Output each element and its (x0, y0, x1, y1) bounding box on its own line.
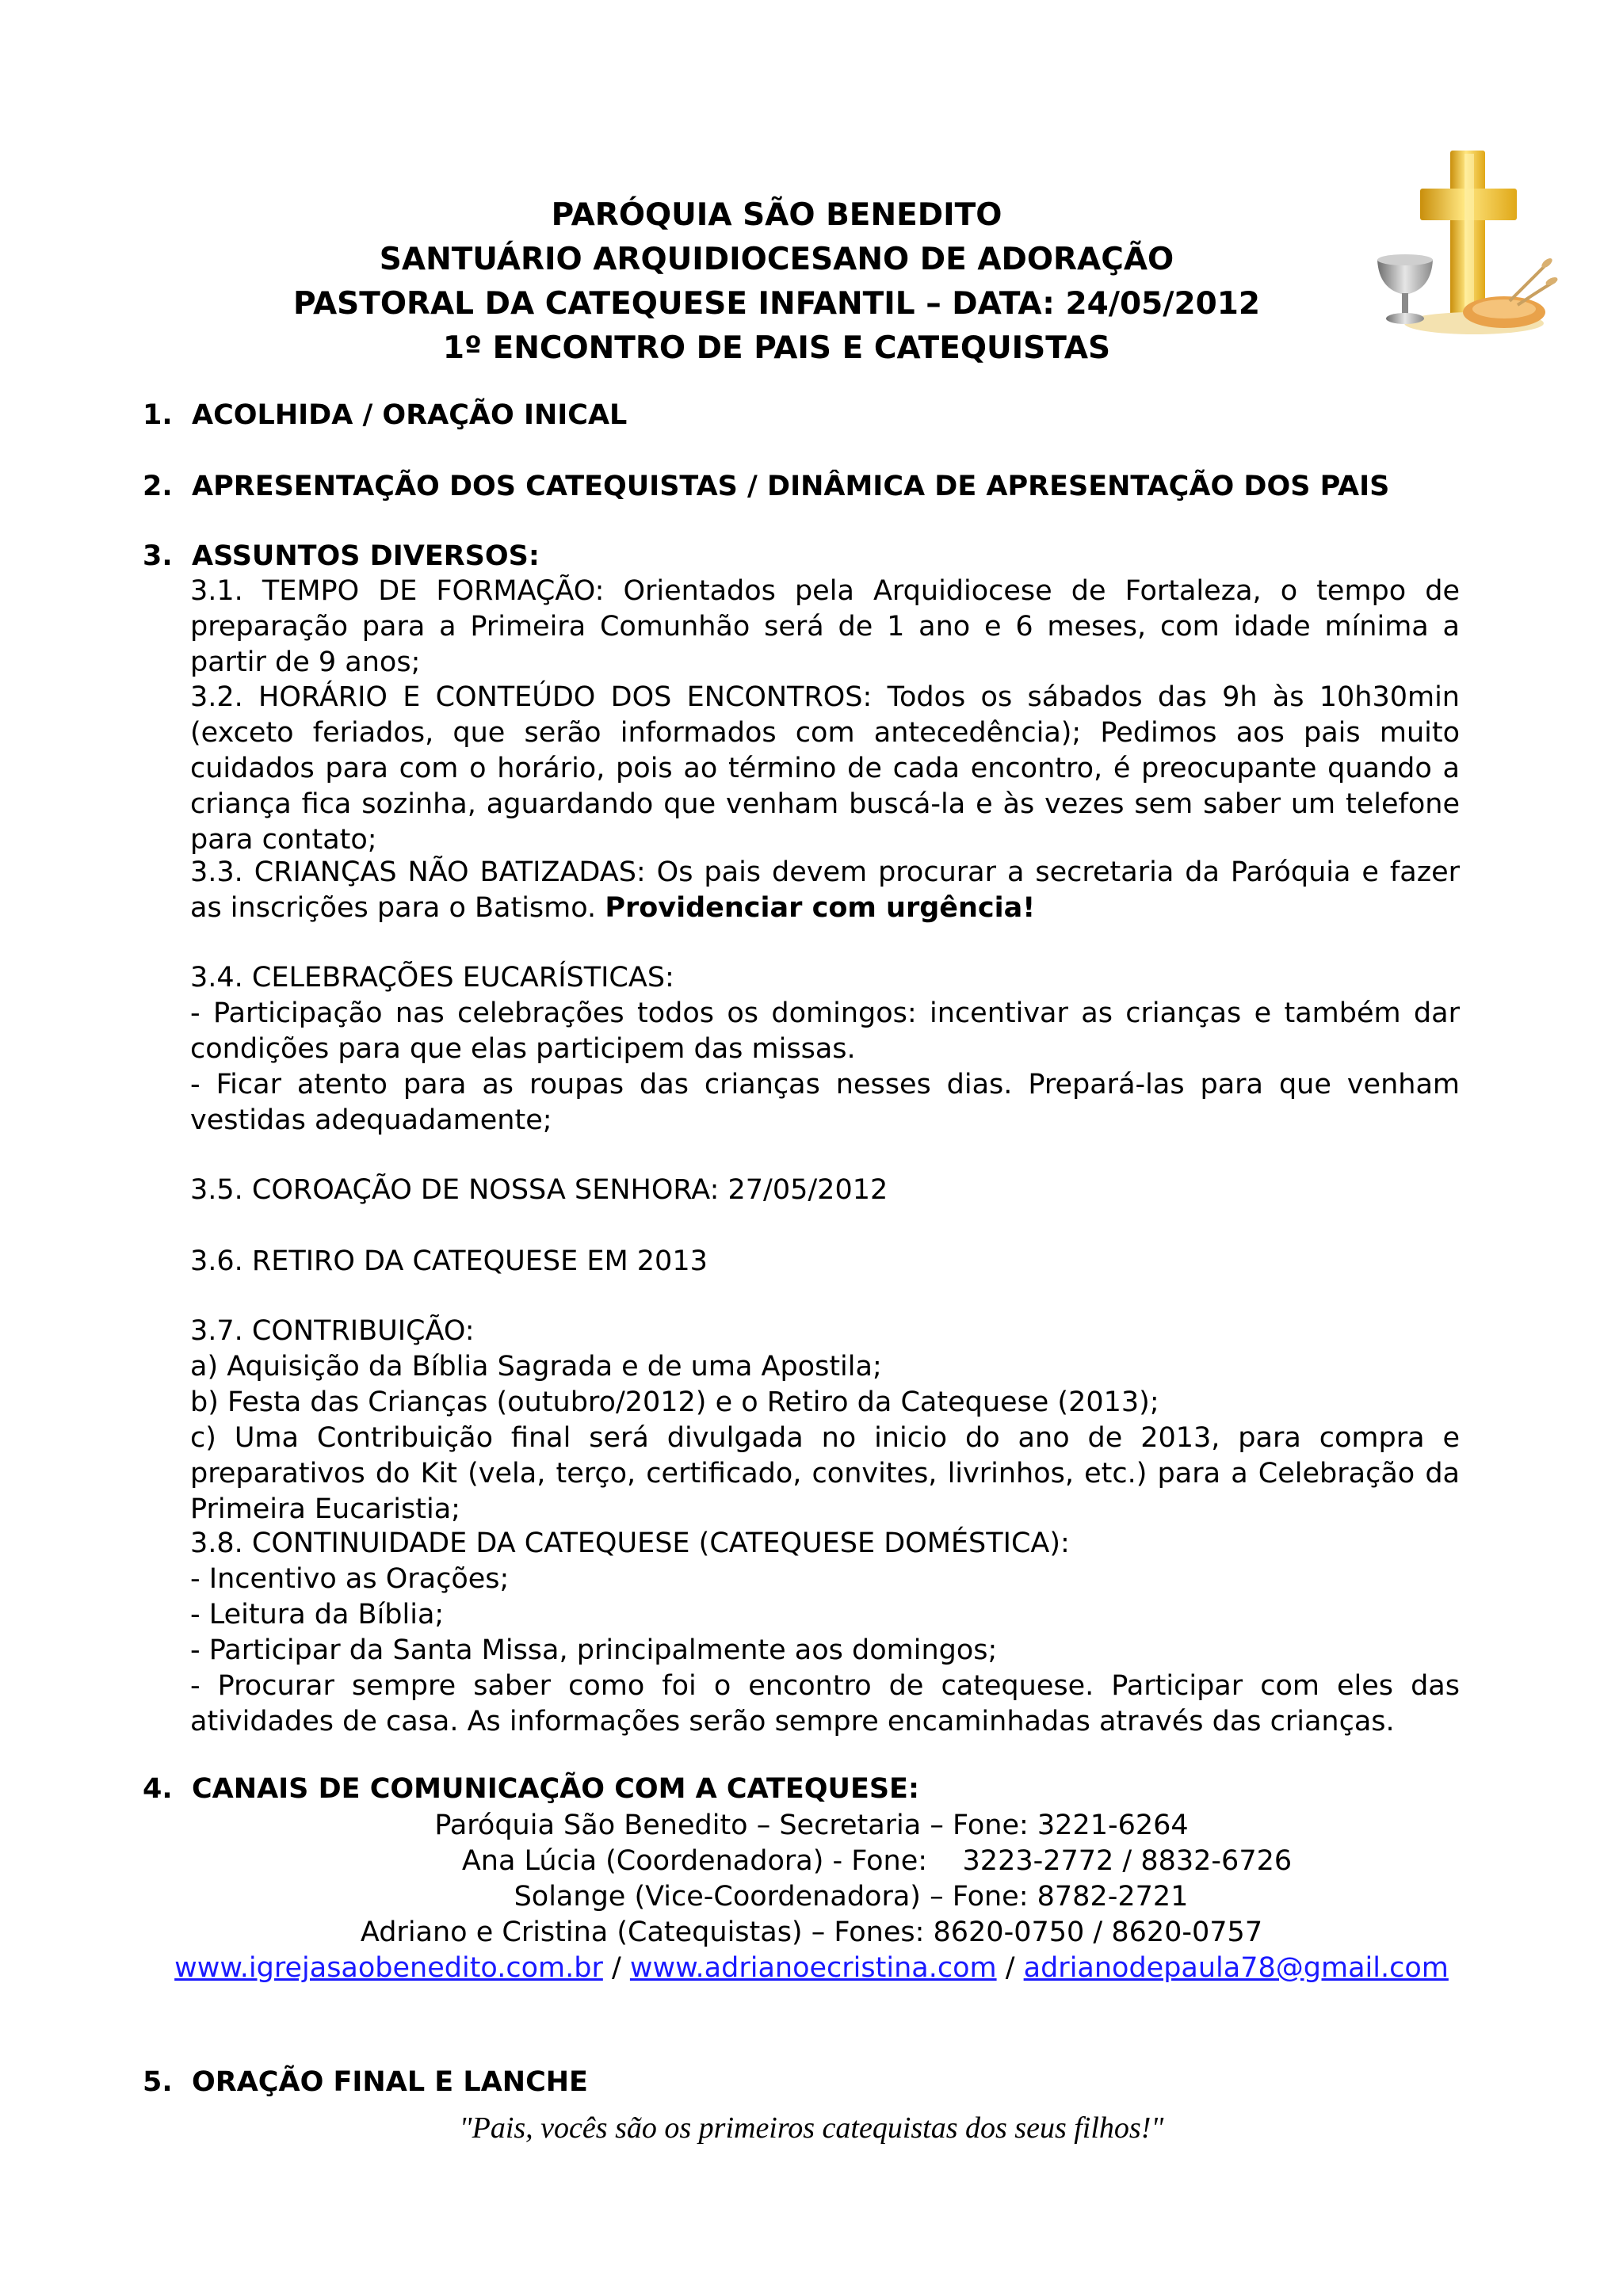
section-3-number: 3. (143, 540, 173, 572)
item-3-5-text: 3.5. COROAÇÃO DE NOSSA SENHORA: 27/05/2012 (190, 1174, 888, 1206)
document-header (182, 193, 1371, 371)
contact-catechists: Adriano e Cristina (Catequistas) – Fones: 8620-0750 / 8620-0757 (360, 1917, 1263, 1948)
item-3-7 (190, 1314, 1460, 1527)
link-separator: / (996, 1952, 1024, 1984)
contact-coordinator: Ana Lúcia (Coordenadora) - Fone: 3223-2772 / 8832-6726 (461, 1845, 1293, 1877)
contact-links (0, 1951, 1623, 1986)
contact-vice-coordinator: Solange (Vice-Coordenadora) – Fone: 8782-2721 (514, 1881, 1189, 1913)
item-3-4-point-a: - Participação nas celebrações todos os domingos: incentivar as crianças e também dar condições para que elas participem das missas. (190, 997, 1460, 1065)
item-3-8 (190, 1526, 1460, 1740)
item-3-8-point-c: - Participar da Santa Missa, principalmente aos domingos; (190, 1634, 998, 1666)
email-link[interactable]: adrianodepaula78@gmail.com (1023, 1952, 1449, 1984)
item-3-4-point-b: - Ficar atento para as roupas das crianças nesses dias. Prepará-las para que venham vestidas adequadamente; (190, 1069, 1460, 1136)
item-3-2 (190, 680, 1460, 858)
section-4-title (143, 1772, 919, 1807)
section-4-number: 4. (143, 1773, 173, 1805)
item-3-6 (190, 1244, 1460, 1280)
item-3-5 (190, 1173, 1460, 1208)
item-3-6-text: 3.6. RETIRO DA CATEQUESE EM 2013 (190, 1245, 708, 1277)
closing-quote: "Pais, vocês são os primeiros catequistas dos seus filhos!" (459, 2111, 1164, 2145)
parish-name: PARÓQUIA SÃO BENEDITO (551, 197, 1002, 233)
item-3-1 (190, 574, 1460, 681)
pastoral-date: PASTORAL DA CATEQUESE INFANTIL – DATA: 24/05/2012 (292, 286, 1261, 322)
item-3-7-point-b: b) Festa das Crianças (outubro/2012) e o Retiro da Catequese (2013); (190, 1386, 1159, 1418)
item-3-3-text (190, 855, 1460, 926)
section-5-number: 5. (143, 2066, 173, 2098)
item-3-3 (190, 855, 1460, 926)
cross-chalice-icon (1371, 143, 1561, 349)
meeting-title: 1º ENCONTRO DE PAIS E CATEQUISTAS (442, 330, 1111, 366)
item-3-8-title: 3.8. CONTINUIDADE DA CATEQUESE (CATEQUESE DOMÉSTICA): (190, 1527, 1070, 1559)
section-1-title (143, 398, 627, 433)
item-3-7-point-a: a) Aquisição da Bíblia Sagrada e de uma Apostila; (190, 1351, 882, 1383)
section-2-title (143, 469, 1389, 505)
item-3-8-point-b: - Leitura da Bíblia; (190, 1599, 445, 1630)
section-5-label: ORAÇÃO FINAL E LANCHE (192, 2066, 588, 2098)
section-5-title (143, 2065, 588, 2100)
catechists-website-link[interactable]: www.adrianoecristina.com (629, 1952, 997, 1984)
item-3-3-urgent: Providenciar com urgência! (605, 892, 1036, 924)
section-1-label: ACOLHIDA / ORAÇÃO INICAL (192, 399, 628, 431)
section-3-title (143, 539, 540, 574)
section-1-number: 1. (143, 399, 173, 431)
contact-parish: Paróquia São Benedito – Secretaria – Fone: 3221-6264 (434, 1810, 1189, 1841)
item-3-7-title: 3.7. CONTRIBUIÇÃO: (190, 1315, 475, 1347)
item-3-2-text: 3.2. HORÁRIO E CONTEÚDO DOS ENCONTROS: Todos os sábados das 9h às 10h30min (exceto feriados, que serão informados com antecedência); Pedimos aos pais muito cuidados para com o horário, pois ao término de cada encontro, é preocupante quando a criança fica sozinha, aguardando que venham buscá-la e às vezes sem saber um telefone para contato; (190, 681, 1460, 856)
section-3-label: ASSUNTOS DIVERSOS: (192, 540, 540, 572)
sanctuary-name: SANTUÁRIO ARQUIDIOCESANO DE ADORAÇÃO (379, 242, 1174, 277)
item-3-1-text: 3.1. TEMPO DE FORMAÇÃO: Orientados pela Arquidiocese de Fortaleza, o tempo de preparação para a Primeira Comunhão será de 1 ano e 6 meses, com idade mínima a partir de 9 anos; (190, 575, 1460, 678)
section-2-label: APRESENTAÇÃO DOS CATEQUISTAS / DINÂMICA DE APRESENTAÇÃO DOS PAIS (192, 471, 1390, 502)
item-3-4-title: 3.4. CELEBRAÇÕES EUCARÍSTICAS: (190, 962, 674, 994)
contact-list (0, 1808, 1623, 1986)
item-3-3-body: 3.3. CRIANÇAS NÃO BATIZADAS: Os pais devem procurar a secretaria da Paróquia e fazer as inscrições para o Batismo. (190, 856, 1460, 924)
item-3-4 (190, 960, 1460, 1138)
section-2-number: 2. (143, 471, 173, 502)
link-separator: / (602, 1952, 630, 1984)
section-4-label: CANAIS DE COMUNICAÇÃO COM A CATEQUESE: (192, 1773, 919, 1805)
item-3-8-point-d: - Procurar sempre saber como foi o encontro de catequese. Participar com eles das atividades de casa. As informações serão sempre encaminhadas através das crianças. (190, 1670, 1460, 1737)
item-3-8-point-a: - Incentivo as Orações; (190, 1563, 510, 1595)
parish-website-link[interactable]: www.igrejasaobenedito.com.br (174, 1952, 603, 1984)
item-3-7-point-c: c) Uma Contribuição final será divulgada no inicio do ano de 2013, para compra e preparativos do Kit (vela, terço, certificado, convites, livrinhos, etc.) para a Celebração da Primeira Eucaristia; (190, 1422, 1460, 1525)
